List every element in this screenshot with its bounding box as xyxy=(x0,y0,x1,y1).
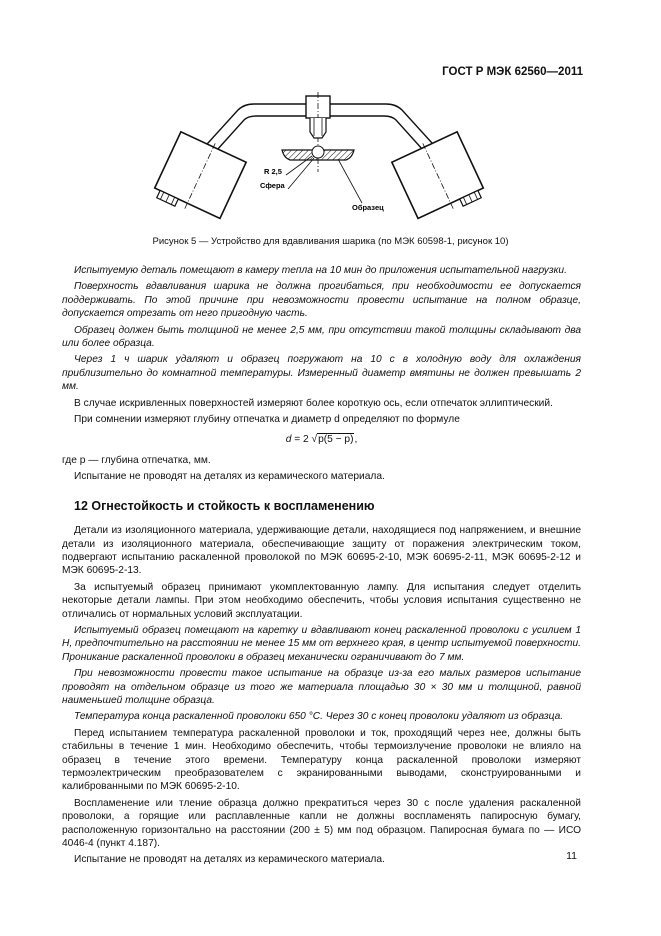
figure-caption: Рисунок 5 — Устройство для вдавливания шарика (по МЭК 60598-1, рисунок 10) xyxy=(152,236,509,247)
document-header: ГОСТ Р МЭК 62560—2011 xyxy=(442,66,583,78)
paragraph: Температура конца раскаленной проволоки 650 °С. Через 30 с конец проволоки удаляют из образца. xyxy=(74,711,564,723)
sqrt-sign: √ xyxy=(311,434,318,446)
radius-label: R 2,5 xyxy=(264,167,282,176)
section-title: 12 Огнестойкость и стойкость к воспламенению xyxy=(74,498,375,513)
paragraph: Испытуемый образец помещают на каретку и вдавливают конец раскаленной проволоки с усилием 1 Н, предпочтительно на расстоянии не менее 15 мм от верхнего края, в центр испытуемой поверхности. Проникание раскаленной проволоки в образец механически ограничивают до 7 мм. xyxy=(62,624,581,663)
paragraph: При невозможности провести такое испытание на образце из-за его малых размеров испытание проводят на отдельном образце из того же материала площадью 30 × 30 мм и толщиной, равной наименьшей толщине образца. xyxy=(62,668,581,706)
paragraph: Испытание не проводят на деталях из керамического материала. xyxy=(74,854,385,866)
paragraph: Детали из изоляционного материала, удерживающие детали, находящиеся под напряжением, и внешние детали из изоляционного материала, обеспечивающие защиту от поражения электрическим током, подвергают испытанию раскаленной проволокой по МЭК 60695-2-10, МЭК 60695-2-11, МЭК 60695-2-12 и МЭК 60695-2-13. xyxy=(62,525,581,577)
paragraph: Испытание не проводят на деталях из керамического материала. xyxy=(74,471,385,483)
paragraph: Перед испытанием температура раскаленной проволоки и ток, проходящий через нее, должны быть стабильны в течение 1 мин. Необходимо обеспечить, чтобы термоизлучение проволоки не влияло на образец в течение этого времени. Температуру конца раскаленной проволоки измеряют термоэлектрическим преобразователем с экранированными выводами, сконструированными и калиброванными по МЭК 60695-2-10. xyxy=(62,727,581,793)
sample-label: Образец xyxy=(352,203,384,212)
ball-pressure-apparatus-diagram xyxy=(140,92,520,232)
paragraph: Испытуемую деталь помещают в камеру тепла на 10 мин до приложения испытательной нагрузки. xyxy=(74,265,567,276)
paragraph: Образец должен быть толщиной не менее 2,5 мм, при отсутствии такой толщины складывают два или более образца. xyxy=(62,324,581,350)
paragraph: При сомнении измеряют глубину отпечатка и диаметр d определяют по формуле xyxy=(74,414,460,426)
paragraph: Через 1 ч шарик удаляют и образец погружают на 10 с в холодную воду для охлаждения приблизительно до комнатной температуры. Измеренный диаметр вмятины не должен превышать 2 мм. xyxy=(62,354,581,393)
sphere-label: Сфера xyxy=(260,181,285,190)
paragraph: В случае искривленных поверхностей измеряют более короткую ось, если отпечаток эллиптический. xyxy=(74,397,553,409)
paragraph: Поверхность вдавливания шарика не должна прогибаться, при необходимости ее допускается поддерживать. По этой причине при невозможности провести испытание на полном образце, допускается отрезать от него пригодную часть. xyxy=(62,281,581,320)
body-text xyxy=(62,264,581,867)
paragraph: Воспламенение или тление образца должно прекратиться через 30 с после удаления раскаленной проволоки, а горящие или расплавленные капли не должны воспламенять папиросную бумагу, расположенную горизонтально на расстоянии (200 ± 5) мм под образцом. Папиросная бумага по — ИСО 4046-4 (пункт 4.187). xyxy=(62,797,581,850)
paragraph: За испытуемый образец принимают укомплектованную лампу. Для испытания следует отделить некоторые детали лампы. При этом необходимо обеспечить, чтобы условия испытания существенно не отличались от нормальных условий эксплуатации. xyxy=(62,581,581,620)
formula: d = 2 √p(5 − p), xyxy=(285,434,358,446)
page-number: 11 xyxy=(566,850,577,862)
paragraph: где p — глубина отпечатка, мм. xyxy=(62,454,211,466)
